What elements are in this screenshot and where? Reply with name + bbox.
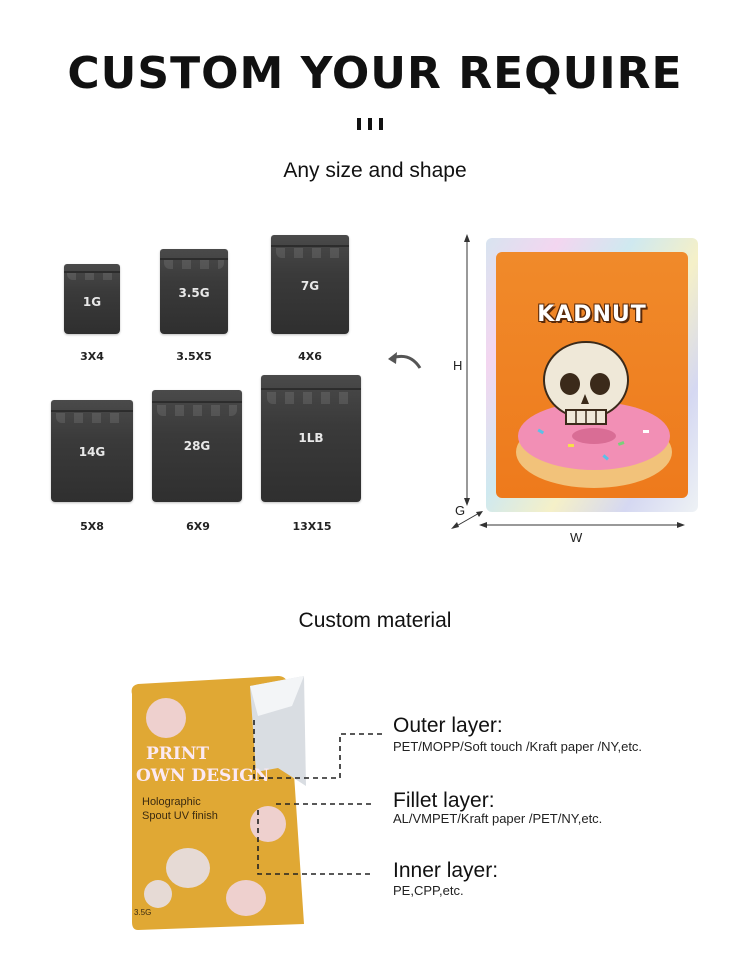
skull-donut-illustration — [508, 332, 680, 492]
bag-size-label: 3X4 — [80, 350, 104, 363]
bag-label: 28G — [183, 439, 211, 454]
title-divider — [357, 118, 383, 130]
bag-label: 1LB — [298, 430, 324, 445]
dim-w-label: W — [570, 530, 583, 545]
inner-layer-desc: PE,CPP,etc. — [393, 883, 464, 898]
bag-14g — [51, 400, 133, 502]
bag-label: 1G — [82, 294, 102, 309]
bag-3-5g — [160, 249, 228, 334]
outer-layer-desc: PET/MOPP/Soft touch /Kraft paper /NY,etc. — [393, 739, 643, 754]
bag-size-label: 5X8 — [80, 520, 104, 533]
fillet-layer-desc: AL/VMPET/Kraft paper /PET/NY,etc. — [393, 811, 603, 826]
bag-label: 3.5G — [178, 286, 210, 301]
dim-g-label: G — [455, 503, 466, 518]
bag-1g — [64, 264, 120, 334]
bag-1lb — [261, 375, 361, 502]
product-pouch — [486, 238, 698, 512]
inner-layer-title: Inner layer: — [393, 859, 499, 882]
bag-28g — [152, 390, 242, 502]
bag-size-label: 13X15 — [292, 520, 332, 533]
bag-size-label: 6X9 — [186, 520, 210, 533]
bag-size-label: 4X6 — [298, 350, 322, 363]
bag-size-label: 3.5X5 — [176, 350, 212, 363]
bag-label: 14G — [78, 444, 106, 459]
curved-arrow-icon — [384, 348, 424, 374]
sample-design-text: OWN DESIGN — [136, 766, 270, 786]
layer-leader-lines — [250, 720, 390, 880]
page-title: CUSTOM YOUR REQUIRE — [67, 48, 683, 99]
bag-label: 7G — [300, 278, 320, 293]
bag-7g — [271, 235, 349, 334]
fillet-layer-title: Fillet layer: — [393, 789, 495, 812]
size-section-heading: Any size and shape — [283, 159, 467, 182]
pouch-brand: KADNUT — [537, 302, 647, 327]
sample-spout-text: Spout UV finish — [142, 810, 218, 822]
material-section-heading: Custom material — [298, 609, 452, 632]
dim-h-label: H — [453, 358, 463, 373]
sample-print-text: PRINT — [146, 744, 210, 764]
sample-holographic-text: Holographic — [142, 796, 201, 808]
outer-layer-title: Outer layer: — [393, 714, 503, 737]
sample-weight-text: 3.5G — [134, 908, 152, 917]
